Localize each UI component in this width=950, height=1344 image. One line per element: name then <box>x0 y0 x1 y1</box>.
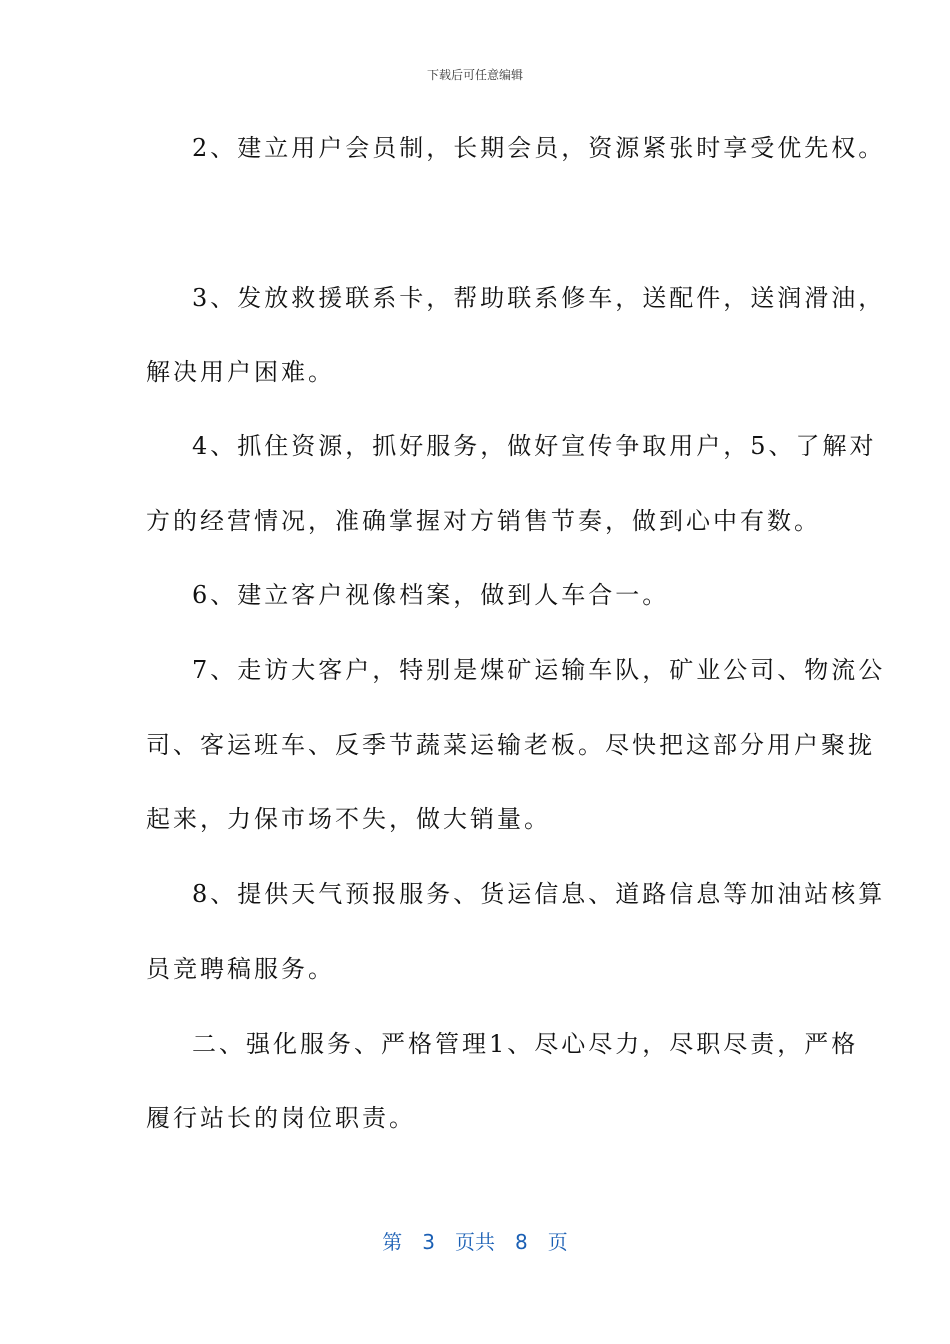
footer-page-current: 3 <box>422 1230 435 1254</box>
paragraph-line-7: 7、走访大客户，特别是煤矿运输车队，矿业公司、物流公 <box>192 656 886 684</box>
footer-page-label: 第 <box>382 1230 403 1254</box>
paragraph-line-2: 3、发放救援联系卡，帮助联系修车，送配件，送润滑油， <box>192 284 886 312</box>
page-footer <box>0 1226 950 1255</box>
paragraph-line-8: 司、客运班车、反季节蔬菜运输老板。尽快把这部分用户聚拢 <box>146 731 875 759</box>
paragraph-line-11: 员竞聘稿服务。 <box>146 955 335 983</box>
paragraph-line-12: 二、强化服务、严格管理1、尽心尽力，尽职尽责，严格 <box>192 1030 859 1058</box>
paragraph-line-9: 起来，力保市场不失，做大销量。 <box>146 805 551 833</box>
paragraph-line-4: 4、抓住资源，抓好服务，做好宣传争取用户，5、了解对 <box>192 432 877 460</box>
paragraph-line-3: 解决用户困难。 <box>146 358 335 386</box>
footer-page-mid: 页共 <box>455 1230 495 1254</box>
paragraph-line-13: 履行站长的岗位职责。 <box>146 1104 416 1132</box>
paragraph-line-6: 6、建立客户视像档案，做到人车合一。 <box>192 581 670 609</box>
paragraph-line-5: 方的经营情况，准确掌握对方销售节奏，做到心中有数。 <box>146 507 821 535</box>
footer-page-unit: 页 <box>547 1230 568 1254</box>
page-header: 下载后可任意编辑 <box>426 68 523 82</box>
paragraph-line-10: 8、提供天气预报服务、货运信息、道路信息等加油站核算 <box>192 880 886 908</box>
footer-page-total: 8 <box>515 1230 528 1254</box>
paragraph-line-1: 2、建立用户会员制，长期会员，资源紧张时享受优先权。 <box>192 134 886 162</box>
